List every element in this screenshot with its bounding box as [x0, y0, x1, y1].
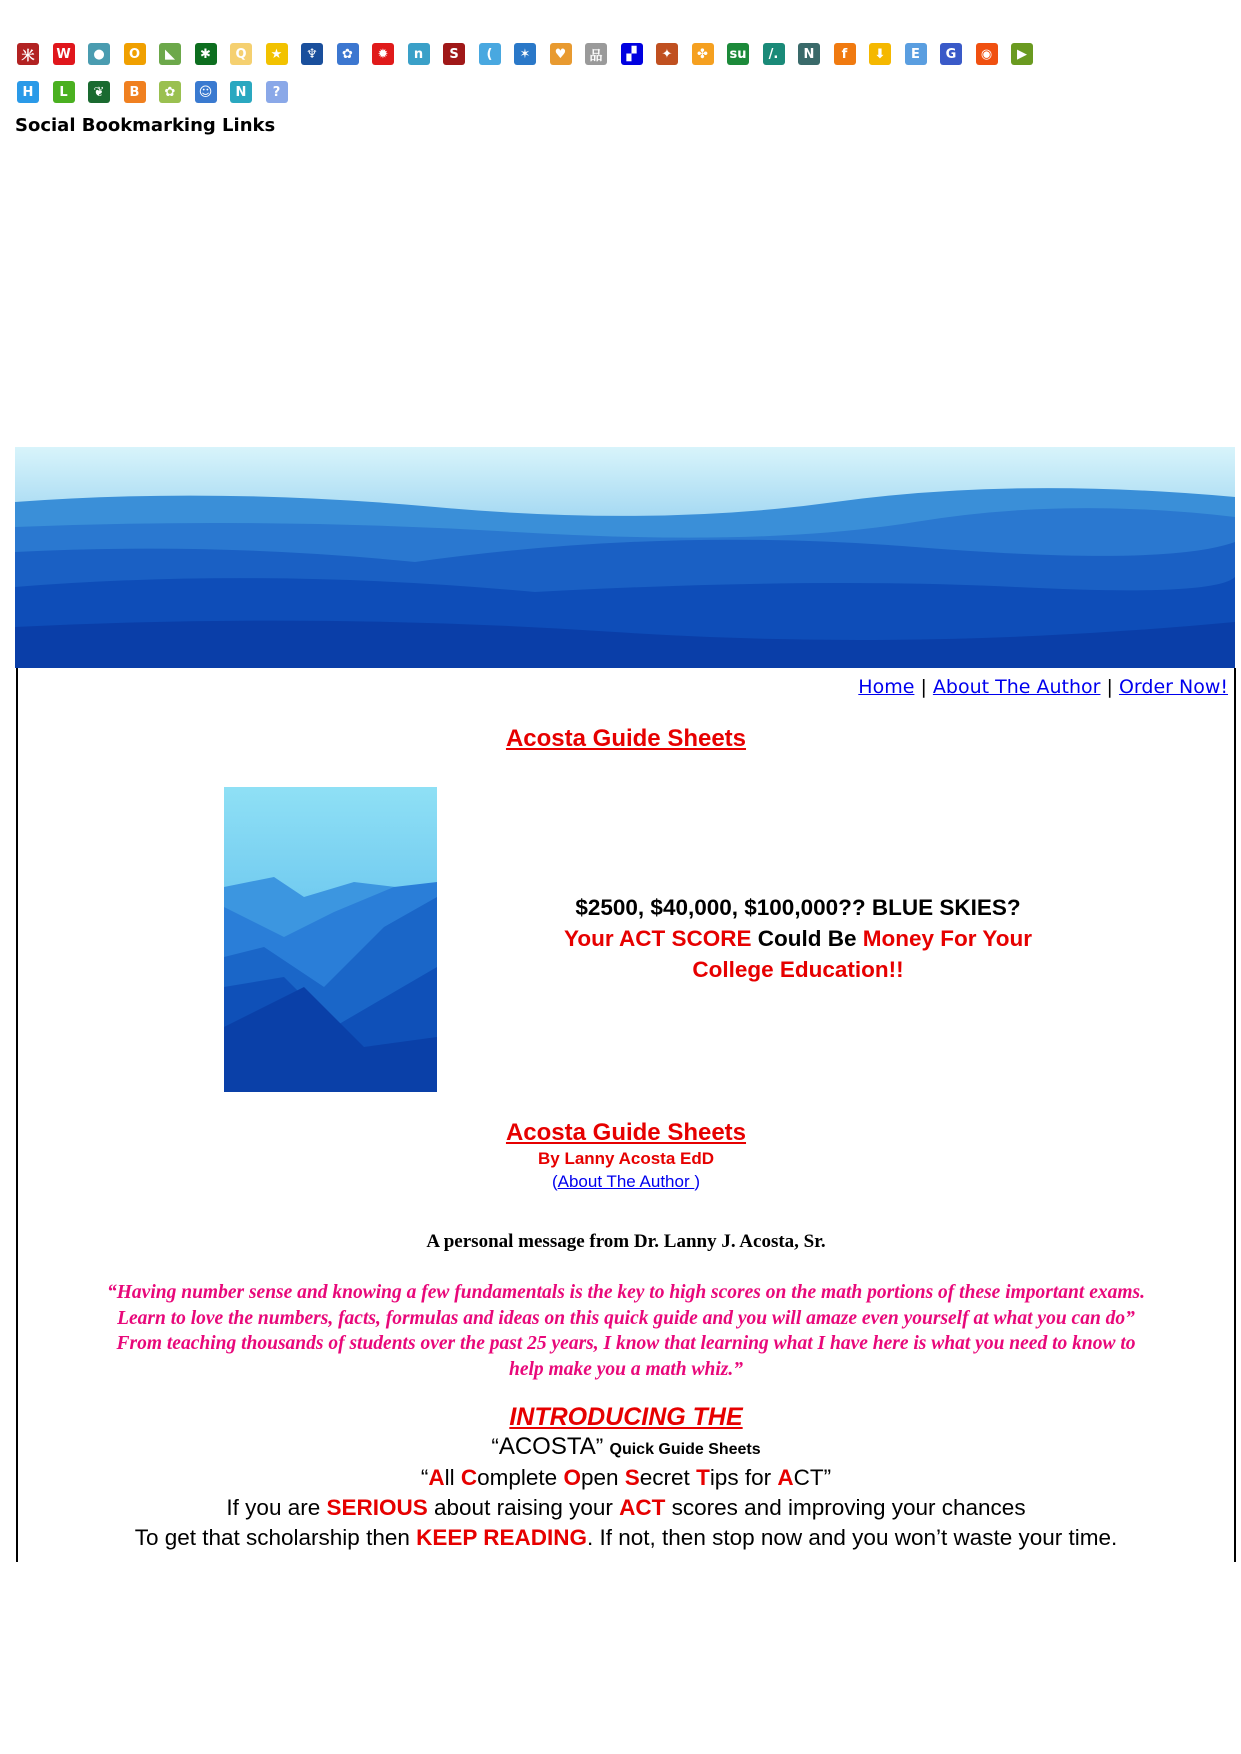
- text: scores and improving your chances: [665, 1495, 1026, 1520]
- acronym-text: ips for: [709, 1465, 778, 1490]
- content-box: [16, 668, 1236, 1562]
- bookmark-icon-6[interactable]: ✱: [195, 43, 217, 65]
- acronym-letter: A: [777, 1465, 794, 1490]
- nav-separator: |: [1106, 676, 1113, 698]
- quick-guide-label: Quick Guide Sheets: [609, 1441, 761, 1458]
- acronym-letter: A: [428, 1465, 445, 1490]
- bookmark-icon-24[interactable]: f: [834, 43, 856, 65]
- guide-title: Acosta Guide Sheets: [505, 1119, 747, 1146]
- serious-emphasis: SERIOUS: [326, 1495, 428, 1520]
- text: about raising your: [427, 1495, 620, 1520]
- bookmark-icon-31[interactable]: L: [53, 81, 75, 103]
- bookmark-icon-25[interactable]: ⬇: [869, 43, 891, 65]
- acronym-letter: S: [624, 1465, 640, 1490]
- bookmark-icon-19[interactable]: ✦: [656, 43, 678, 65]
- acronym-text: pen: [580, 1465, 625, 1490]
- bookmark-icon-4[interactable]: O: [124, 43, 146, 65]
- bookmark-icon-21[interactable]: su: [727, 43, 749, 65]
- text: If you are: [226, 1495, 327, 1520]
- about-author-line: [18, 1172, 1234, 1192]
- headline-could-be: Could Be: [751, 926, 863, 951]
- headline-college: College Education!!: [692, 957, 904, 982]
- headline: [518, 892, 1078, 985]
- acronym-text: ecret: [639, 1465, 697, 1490]
- acronym-letter: C: [460, 1465, 478, 1490]
- bookmark-icon-33[interactable]: B: [124, 81, 146, 103]
- acosta-name: ACOSTA: [498, 1433, 596, 1460]
- bookmark-icon-8[interactable]: ★: [266, 43, 288, 65]
- keep-reading-emphasis: KEEP READING: [416, 1525, 587, 1550]
- acronym-text: “: [420, 1465, 429, 1490]
- keep-reading-line: [18, 1525, 1234, 1551]
- bookmark-icon-34[interactable]: ✿: [159, 81, 181, 103]
- acronym-text: ll: [444, 1465, 461, 1490]
- top-nav: [858, 676, 1228, 698]
- text: To get that scholarship then: [134, 1525, 417, 1550]
- bookmark-icon-10[interactable]: ✿: [337, 43, 359, 65]
- bookmark-icon-1[interactable]: 米: [17, 43, 39, 65]
- mountain-banner-image: [15, 447, 1235, 668]
- bookmark-icon-32[interactable]: ❦: [88, 81, 110, 103]
- acronym-text: omplete: [477, 1465, 564, 1490]
- social-bookmark-icons: [17, 43, 1117, 119]
- headline-line-1: $2500, $40,000, $100,000?? BLUE SKIES?: [575, 895, 1021, 920]
- bookmark-icon-9[interactable]: ♆: [301, 43, 323, 65]
- nav-home-link[interactable]: Home: [858, 676, 915, 698]
- bookmark-icon-28[interactable]: ◉: [976, 43, 998, 65]
- about-author-link[interactable]: About The Author: [557, 1172, 695, 1191]
- bookmark-icon-30[interactable]: H: [17, 81, 39, 103]
- acronym-letter: O: [563, 1465, 581, 1490]
- bookmark-icon-22[interactable]: /.: [763, 43, 785, 65]
- headline-money: Money For Your: [862, 926, 1032, 951]
- act-emphasis: ACT: [619, 1495, 666, 1520]
- social-bookmarking-heading: Social Bookmarking Links: [15, 115, 276, 136]
- mountain-thumbnail-image: [224, 787, 437, 1092]
- bookmark-icon-13[interactable]: S: [443, 43, 465, 65]
- bookmark-row-2: [17, 81, 1117, 107]
- bookmark-icon-14[interactable]: (: [479, 43, 501, 65]
- acronym-text: CT”: [793, 1465, 832, 1490]
- nav-separator: |: [920, 676, 927, 698]
- text: . If not, then stop now and you won’t waste your time.: [587, 1525, 1118, 1550]
- bookmark-icon-2[interactable]: W: [53, 43, 75, 65]
- serious-line: [18, 1495, 1234, 1521]
- bookmark-icon-17[interactable]: 品: [585, 43, 607, 65]
- author-quote: “Having number sense and knowing a few fundamentals is the key to high scores on the math portions of these important exams. Learn to love the numbers, facts, formulas and ideas on this quick guide and you will amaze even yourself at what you can do” From teaching thousands of students over the past 25 years, I know that learning what I have here is what you need to know to help make you a math whiz.”: [107, 1282, 1145, 1380]
- acosta-line: [18, 1433, 1234, 1461]
- bookmark-icon-37[interactable]: ?: [266, 81, 288, 103]
- quote-mark: “: [491, 1434, 499, 1459]
- nav-order-link[interactable]: Order Now!: [1118, 676, 1228, 698]
- bookmark-icon-12[interactable]: n: [408, 43, 430, 65]
- bookmark-icon-18[interactable]: ▞: [621, 43, 643, 65]
- bookmark-icon-7[interactable]: Q: [230, 43, 252, 65]
- bookmark-icon-35[interactable]: ☺: [195, 81, 217, 103]
- bookmark-icon-23[interactable]: N: [798, 43, 820, 65]
- bookmark-icon-5[interactable]: ◣: [159, 43, 181, 65]
- bookmark-icon-26[interactable]: E: [905, 43, 927, 65]
- bookmark-icon-11[interactable]: ✹: [372, 43, 394, 65]
- page-title: Acosta Guide Sheets: [505, 725, 747, 752]
- paren: ): [694, 1172, 701, 1191]
- bookmark-icon-20[interactable]: ✤: [692, 43, 714, 65]
- nav-about-link[interactable]: About The Author: [932, 676, 1101, 698]
- acronym-letter: T: [696, 1465, 710, 1490]
- bookmark-icon-27[interactable]: G: [940, 43, 962, 65]
- quote-mark: ”: [595, 1434, 610, 1459]
- introducing-heading: INTRODUCING THE: [509, 1403, 743, 1431]
- headline-act-score: Your ACT SCORE: [564, 926, 752, 951]
- bookmark-row-1: [17, 43, 1117, 69]
- bookmark-icon-29[interactable]: ▶: [1011, 43, 1033, 65]
- paren: (: [551, 1172, 558, 1191]
- bookmark-icon-15[interactable]: ✶: [514, 43, 536, 65]
- bookmark-icon-36[interactable]: N: [230, 81, 252, 103]
- acronym-line: [18, 1465, 1234, 1491]
- bookmark-icon-16[interactable]: ♥: [550, 43, 572, 65]
- author-byline: By Lanny Acosta EdD: [537, 1149, 715, 1168]
- bookmark-icon-3[interactable]: ●: [88, 43, 110, 65]
- personal-message-heading: A personal message from Dr. Lanny J. Acosta, Sr.: [426, 1231, 826, 1252]
